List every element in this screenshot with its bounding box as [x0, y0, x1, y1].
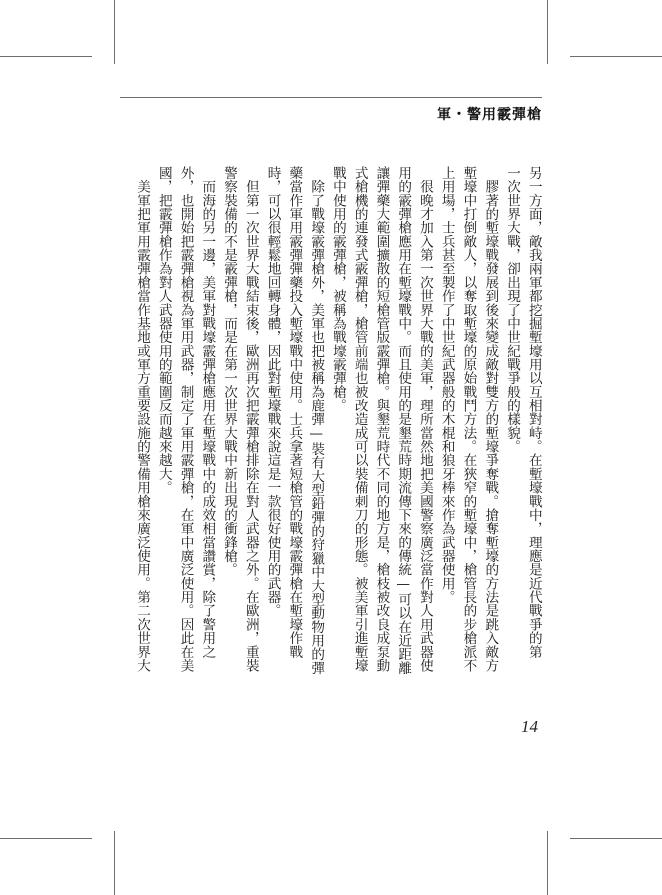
text-column: 用的霰彈槍應用在塹壕戰中。而且使用的是墾荒時期流傳下來的傳統—可以在近距離: [395, 166, 412, 675]
text-column: 美軍把軍用霰彈槍當作基地或軍方重要設施的警備用槍來廣泛使用。第二次世界大: [134, 166, 150, 673]
crop-mark-top-left-horizontal: [0, 56, 92, 57]
text-column: 戰中使用的霰彈槍，被稱為戰壕霰彈槍。: [329, 166, 346, 413]
page-number: 14: [521, 717, 538, 736]
text-column: 膠著的塹壕戰發展到後來變成敵對雙方的塹壕爭奪戰。搶奪塹壕的方法是跳入敵方: [482, 166, 499, 673]
crop-mark-top-left-vertical: [114, 0, 115, 64]
text-column: 一次世界大戰，卻出現了中世紀戰爭般的樣貌。: [504, 166, 521, 454]
crop-mark-bottom-right-vertical: [547, 831, 548, 895]
running-title: 軍・警用霰彈槍: [437, 107, 542, 123]
text-column: 警察裝備的不是霰彈槍，而是在第一次世界大戰中新出現的衝鋒槍。: [221, 166, 238, 577]
crop-mark-bottom-left-vertical: [114, 831, 115, 895]
text-column: 另一方面，敵我兩軍都挖掘塹壕用以互相對峙。在塹壕戰中，理應是近代戰爭的第: [525, 166, 542, 659]
text-column: 外，也開始把霰彈槍視為軍用武器，制定了軍用霰彈槍，在軍中廣泛使用。因此在美: [177, 166, 194, 673]
text-column: 式槍機的連發式霰彈槍，槍管前端也被改造成可以裝備刺刀的形態。被美軍引進塹壕: [351, 166, 368, 673]
crop-mark-top-right-horizontal: [570, 56, 662, 57]
text-column: 藥當作軍用霰彈彈藥投入塹壕戰中使用。士兵拿著短槍管的戰壕霰彈槍在塹壕作戰: [286, 166, 303, 659]
body-text: [132, 166, 544, 692]
text-column: 而海的另一邊，美軍對戰壕霰彈槍應用在塹壕戰中的成效相當讚賞，除了警用之: [199, 166, 216, 659]
text-column: 除了戰壕霰彈槍外，美軍也把被稱為鹿彈—裝有大型鉛彈的狩獵中大型動物用的彈: [308, 166, 325, 675]
crop-mark-bottom-left-horizontal: [0, 838, 92, 839]
text-column: 讓彈藥大範圍擴散的短槍管版霰彈槍。與墾荒時代不同的地方是，槍枝被改良成泵動: [373, 166, 390, 673]
text-column: 但第一次世界大戰結束後，歐洲再次把霰彈槍排除在對人武器之外。在歐洲，重裝: [242, 166, 259, 673]
crop-mark-top-right-vertical: [547, 0, 548, 64]
crop-mark-bottom-right-horizontal: [570, 838, 662, 839]
text-column: 時，可以很輕鬆地回轉身體，因此對塹壕戰來說這是一款很好使用的武器。: [264, 166, 281, 618]
header-rule: [120, 97, 542, 98]
text-column: 國，把霰彈槍作為對人武器使用的範圍反而越來越大。: [155, 166, 172, 495]
text-column: 很晚才加入第一次世界大戰的美軍，理所當然地把美國警察廣泛當作對人用武器使: [416, 166, 433, 673]
text-column: 上用場，士兵甚至製作了中世紀武器般的木棍和狼牙棒來作為武器使用。: [438, 166, 455, 604]
text-column: 塹壕中打倒敵人，以奪取塹壕的原始戰鬥方法。在狹窄的塹壕中，槍管長的步槍派不: [460, 166, 477, 673]
